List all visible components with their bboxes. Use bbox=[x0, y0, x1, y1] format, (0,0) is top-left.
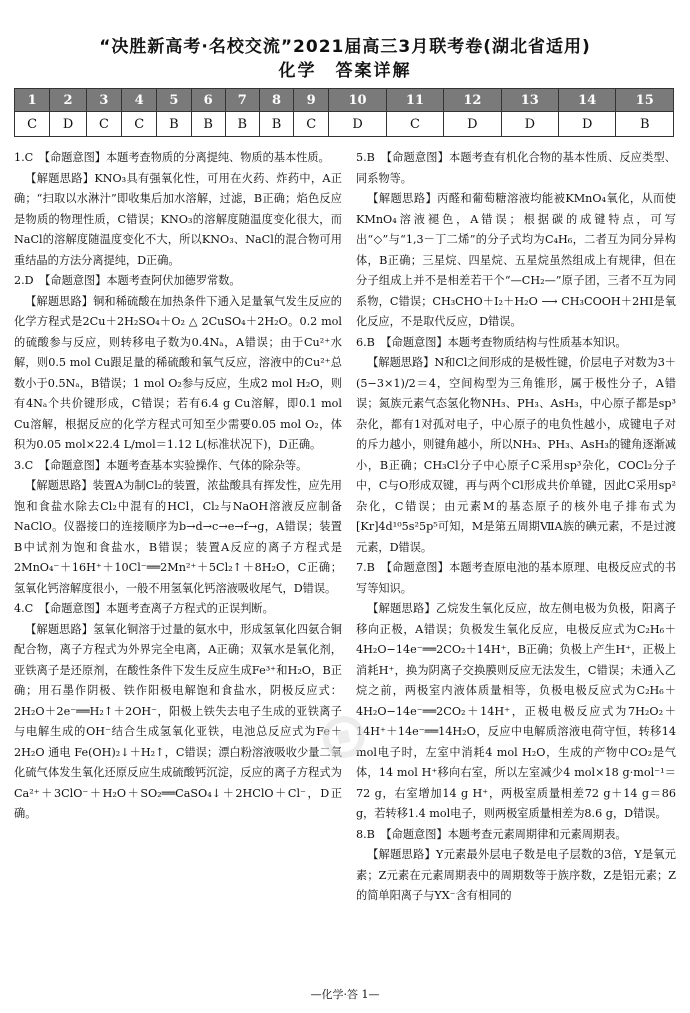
watermark-logo: ⊙ bbox=[309, 694, 378, 778]
answer-explanation bbox=[14, 599, 342, 825]
explanation-body: 【解题思路】KNO₃具有强氧化性，可用在火药、炸药中，A正确；“扫取以水淋汁”即收集后加水溶解，过滤，B正确；焰色反应是物质的物理性质，C错误；KNO₃的溶解度随温度变化很大，而NaCl的溶解度随温度变化不大，所以KNO₃、NaCl的混合物可用重结晶的方法分离提纯，D正确。 bbox=[14, 171, 342, 267]
right-column bbox=[356, 148, 676, 980]
answer-cell: B bbox=[225, 112, 259, 137]
question-number-cell: 5 bbox=[157, 89, 191, 112]
question-number-cell: 15 bbox=[616, 89, 674, 112]
answer-explanation bbox=[14, 456, 342, 600]
question-number-cell: 9 bbox=[294, 89, 329, 112]
answer-explanation bbox=[356, 825, 676, 907]
answer-cell: C bbox=[294, 112, 329, 137]
answer-cell: B bbox=[259, 112, 293, 137]
answer-cell: B bbox=[191, 112, 225, 137]
document-subtitle: 化学 答案详解 bbox=[278, 61, 412, 81]
document-title: “决胜新高考·名校交流”2021届高三3月联考卷(湖北省适用) bbox=[99, 37, 591, 57]
answer-table-header-row bbox=[15, 89, 674, 112]
question-number-cell: 12 bbox=[444, 89, 501, 112]
explanation-body: 【解题思路】乙烷发生氧化反应，故左侧电极为负极，阳离子移向正极，A错误；负极发生氧化反应，电极反应式为C₂H₆＋4H₂O−14e⁻══2CO₂＋14H⁺，B正确；负极上产生H⁺，正极上消耗H⁺，换为阴离子交换膜则反应无法发生，C错误；未通入乙烷之前，两极室内液体质量相等，负极电极反应式为C₂H₆＋4H₂O−14e⁻══2CO₂＋14H⁺，正极电极反应式为7H₂O₂＋14H⁺＋14e⁻══14H₂O，反应中电解质溶液电荷守恒，转移14 mol电子时，左室中消耗4 mol H₂O，生成的产物中CO₂是气体，14 mol H⁺移向右室，所以左室减少4 mol×18 g·mol⁻¹＝72 g，右室增加14 g H⁺，两极室质量相差72 g＋14 g＝86 g，若转移1.4 mol电子，则两极室质量相差为8.6 g，D错误。 bbox=[356, 602, 676, 820]
question-number-cell: 4 bbox=[122, 89, 157, 112]
explanation-heading: 7.B 【命题意图】本题考查原电池的基本原理、电极反应式的书写等知识。 bbox=[356, 561, 676, 595]
answer-table-answer-row bbox=[15, 112, 674, 137]
answer-cell: C bbox=[86, 112, 121, 137]
explanation-body: 【解题思路】Y元素最外层电子数是电子层数的3倍，Y是氧元素；Z元素在元素周期表中的周期数等于族序数，Z是铝元素；Z的简单阳离子与YX⁻含有相同的 bbox=[356, 848, 676, 902]
answer-table bbox=[14, 88, 674, 137]
answer-explanation bbox=[14, 271, 342, 456]
question-number-cell: 13 bbox=[501, 89, 558, 112]
explanation-heading: 4.C 【命题意图】本题考查离子方程式的正误判断。 bbox=[14, 602, 274, 615]
explanation-heading: 1.C 【命题意图】本题考查物质的分离提纯、物质的基本性质。 bbox=[14, 151, 330, 164]
explanation-heading: 3.C 【命题意图】本题考查基本实验操作、气体的除杂等。 bbox=[14, 458, 308, 472]
answer-cell: D bbox=[559, 112, 616, 137]
explanation-body: 【解题思路】铜和稀硫酸在加热条件下通入足量氧气发生反应的化学方程式是2Cu＋2H₂SO₄＋O₂ △ 2CuSO₄＋2H₂O。0.2 mol的硫酸参与反应，则转移电子数为0.4Nₐ，A错误；由于Cu²⁺水解，则0.5 mol Cu跟足量的稀硫酸和氧气反应，溶液中的Cu²⁺总数小于0.5Nₐ，B错误；1 mol O₂参与反应，生成2 mol H₂O，则有4Nₐ个共价键形成，C错误；若有6.4 g Cu溶解，即0.1 mol Cu溶解，根据反应的化学方程式可知至少需要0.05 mol O₂，体积为0.05 mol×22.4 L/mol＝1.12 L(标准状况下)，D正确。 bbox=[14, 294, 342, 451]
question-number-cell: 6 bbox=[191, 89, 225, 112]
explanation-body: 【解题思路】装置A为制Cl₂的装置，浓盐酸具有挥发性，应先用饱和食盐水除去Cl₂中混有的HCl，Cl₂与NaOH溶液反应制备NaClO。仪器接口的连接顺序为b→d→c→e→f→g，A错误；装置B中试剂为饱和食盐水，B错误；装置A反应的离子方程式是2MnO₄⁻＋16H⁺＋10Cl⁻══2Mn²⁺＋5Cl₂↑＋8H₂O，C正确；氢氧化钙溶解度很小，一般不用氢氧化钙溶液吸收尾气，D错误。 bbox=[14, 479, 342, 595]
question-number-cell: 11 bbox=[386, 89, 443, 112]
answer-cell: C bbox=[386, 112, 443, 137]
question-number-cell: 7 bbox=[225, 89, 259, 112]
question-number-cell: 2 bbox=[50, 89, 87, 112]
explanation-heading: 2.D 【命题意图】本题考查阿伏加德罗常数。 bbox=[14, 274, 241, 287]
answer-cell: D bbox=[329, 112, 386, 137]
answer-explanation bbox=[356, 558, 676, 825]
explanation-heading: 8.B 【命题意图】本题考查元素周期律和元素周期表。 bbox=[356, 827, 627, 841]
page-footer: —化学·答 1— bbox=[310, 988, 380, 1001]
explanation-body: 【解题思路】N和Cl之间形成的是极性键，价层电子对数为3＋(5−3×1)/2＝4，空间构型为三角锥形，属于极性分子，A错误；氮族元素气态氢化物NH₃、PH₃、AsH₃，中心原子都是sp³杂化，都有1对孤对电子，中心原子的电负性越小，成键电子对的斥力越小，则键角越小，所以NH₃、PH₃、AsH₃的键角逐渐减小，B正确；CH₃Cl分子中心原子C采用sp³杂化，COCl₂分子中，C与O形成双键，再与两个Cl形成共价单键，因此C采用sp²杂化，C错误；由元素M的基态原子的核外电子排布式为[Kr]4d¹⁰5s²5p⁵可知，M是第五周期ⅦA族的碘元素，不是过渡元素，D错误。 bbox=[356, 356, 676, 554]
question-number-cell: 14 bbox=[559, 89, 616, 112]
explanation-body: 【解题思路】氢氧化铜溶于过量的氨水中，形成氢氧化四氨合铜配合物，离子方程式为外界完全电离，A正确；双氧水是氧化剂，亚铁离子是还原剂，在酸性条件下发生反应生成Fe³⁺和H₂O，B正确；用石墨作阴极、铁作阳极电解饱和食盐水，阴极反应式：2H₂O＋2e⁻══H₂↑＋2OH⁻，阳极上铁失去电子生成的亚铁离子与电解生成的OH⁻结合生成氢氧化亚铁，电池总反应式为Fe＋2H₂O 通电 Fe(OH)₂↓＋H₂↑，C错误；漂白粉溶液吸收少量二氧化硫气体发生氧化还原反应生成硫酸钙沉淀，反应的离子方程式为Ca²⁺＋3ClO⁻＋H₂O＋SO₂══CaSO₄↓＋2HClO＋Cl⁻，D正确。 bbox=[14, 622, 342, 820]
answer-explanation bbox=[356, 148, 676, 333]
explanation-heading: 6.B 【命题意图】本题考查物质结构与性质基本知识。 bbox=[356, 335, 627, 349]
answer-cell: C bbox=[15, 112, 50, 137]
question-number-cell: 1 bbox=[15, 89, 50, 112]
answer-explanation bbox=[14, 148, 342, 271]
question-number-cell: 10 bbox=[329, 89, 386, 112]
answer-cell: D bbox=[444, 112, 501, 137]
answer-cell: D bbox=[501, 112, 558, 137]
answer-explanation bbox=[356, 333, 676, 559]
explanation-heading: 5.B 【命题意图】本题考查有机化合物的基本性质、反应类型、同系物等。 bbox=[356, 151, 676, 185]
answer-cell: C bbox=[122, 112, 157, 137]
answer-cell: B bbox=[157, 112, 191, 137]
answer-cell: B bbox=[616, 112, 674, 137]
explanation-body: 【解题思路】丙醛和葡萄糖溶液均能被KMnO₄氧化，从而使KMnO₄溶液褪色，A错误；根据碳的成键特点，可写出“◇”与“1,3－丁二烯”的分子式均为C₄H₆，二者互为同分异构体，B正确；三星烷、四星烷、五星烷虽然组成上有规律，但在分子组成上并不是相差若干个“—CH₂—”原子团，三者不互为同系物，C错误；CH₃CHO＋I₂＋H₂O ⟶ CH₃COOH＋2HI是氧化反应，不是取代反应，D错误。 bbox=[356, 192, 676, 328]
question-number-cell: 3 bbox=[86, 89, 121, 112]
left-column bbox=[14, 148, 342, 980]
question-number-cell: 8 bbox=[259, 89, 293, 112]
answer-cell: D bbox=[50, 112, 87, 137]
